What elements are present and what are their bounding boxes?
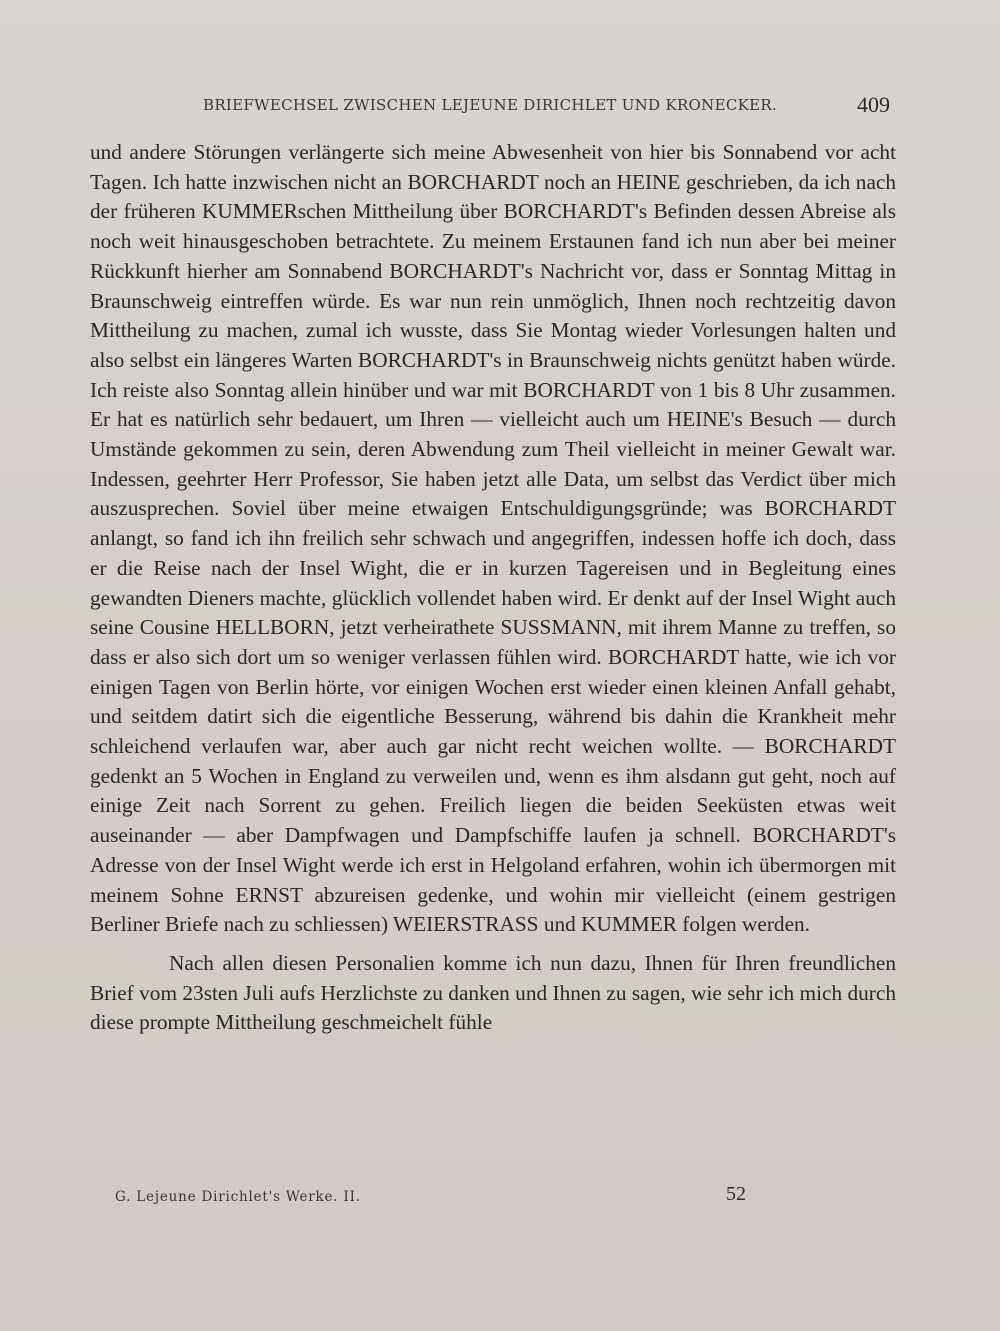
footer-work-title: G. Lejeune Dirichlet's Werke. II. [115, 1189, 361, 1205]
page-number: 409 [857, 92, 890, 117]
running-title: BRIEFWECHSEL ZWISCHEN LEJEUNE DIRICHLET UND KRONECKER. [203, 96, 778, 114]
page-footer [90, 1183, 896, 1213]
body-text [90, 138, 896, 1038]
paragraph-1: und andere Störungen verlängerte sich meine Abwesenheit von hier bis Sonnabend vor acht Tagen. Ich hatte inzwischen nicht an BORCHARDT noch an HEINE geschrieben, da ich nach der früheren KUMMERschen Mittheilung über BORCHARDT's Befinden dessen Abreise als noch weit hinausgeschoben betrachtete. Zu meinem Erstaunen fand ich nun aber bei meiner Rückkunft hierher am Sonnabend BORCHARDT's Nachricht vor, dass er Sonntag Mittag in Braunschweig eintreffen würde. Es war nun rein unmöglich, Ihnen noch rechtzeitig davon Mittheilung zu machen, zumal ich wusste, dass Sie Montag wieder Vorlesungen halten und also selbst ein längeres Warten BORCHARDT's in Braunschweig nichts genützt haben würde. Ich reiste also Sonntag allein hinüber und war mit BORCHARDT von 1 bis 8 Uhr zusammen. Er hat es natürlich sehr bedauert, um Ihren — vielleicht auch um HEINE's Besuch — durch Umstände gekommen zu sein, deren Abwendung zum Theil vielleicht in meiner Gewalt war. Indessen, geehrter Herr Professor, Sie haben jetzt alle Data, um selbst das Verdict über mich auszusprechen. Soviel über meine etwaigen Entschuldigungsgründe; was BORCHARDT anlangt, so fand ich ihn freilich sehr schwach und angegriffen, indessen hoffe ich doch, dass er die Reise nach der Insel Wight, die er in kurzen Tagereisen und in Begleitung eines gewandten Dieners machte, glücklich vollendet haben wird. Er denkt auf der Insel Wight auch seine Cousine HELLBORN, jetzt verheirathete SUSSMANN, mit ihrem Manne zu treffen, so dass er also sich dort um so weniger verlassen fühlen wird. BORCHARDT hatte, wie ich vor einigen Tagen von Berlin hörte, vor einigen Wochen erst wieder einen kleinen Anfall gehabt, und seitdem datirt sich die eigentliche Besserung, während bis dahin die Krankheit mehr schleichend verlaufen war, aber auch gar nicht recht weichen wollte. — BORCHARDT gedenkt an 5 Wochen in England zu verweilen und, wenn es ihm alsdann gut geht, noch auf einige Zeit nach Sorrent zu gehen. Freilich liegen die beiden Seeküsten etwas weit auseinander — aber Dampfwagen und Dampfschiffe laufen ja schnell. BORCHARDT's Adresse von der Insel Wight werde ich erst in Helgoland erfahren, wohin ich übermorgen mit meinem Sohne ERNST abzureisen gedenke, und wohin mir vielleicht (einem gestrigen Berliner Briefe nach zu schliessen) WEIERSTRASS und KUMMER folgen werden. [90, 140, 896, 937]
paragraph-2: Nach allen diesen Personalien komme ich nun dazu, Ihnen für Ihren freundlichen Brief vom 23sten Juli aufs Herzlichste zu danken und Ihnen zu sagen, wie sehr ich mich durch diese prompte Mittheilung geschmeichelt fühle [90, 950, 896, 1035]
running-head [90, 92, 896, 122]
footer-signature-mark: 52 [726, 1183, 746, 1205]
